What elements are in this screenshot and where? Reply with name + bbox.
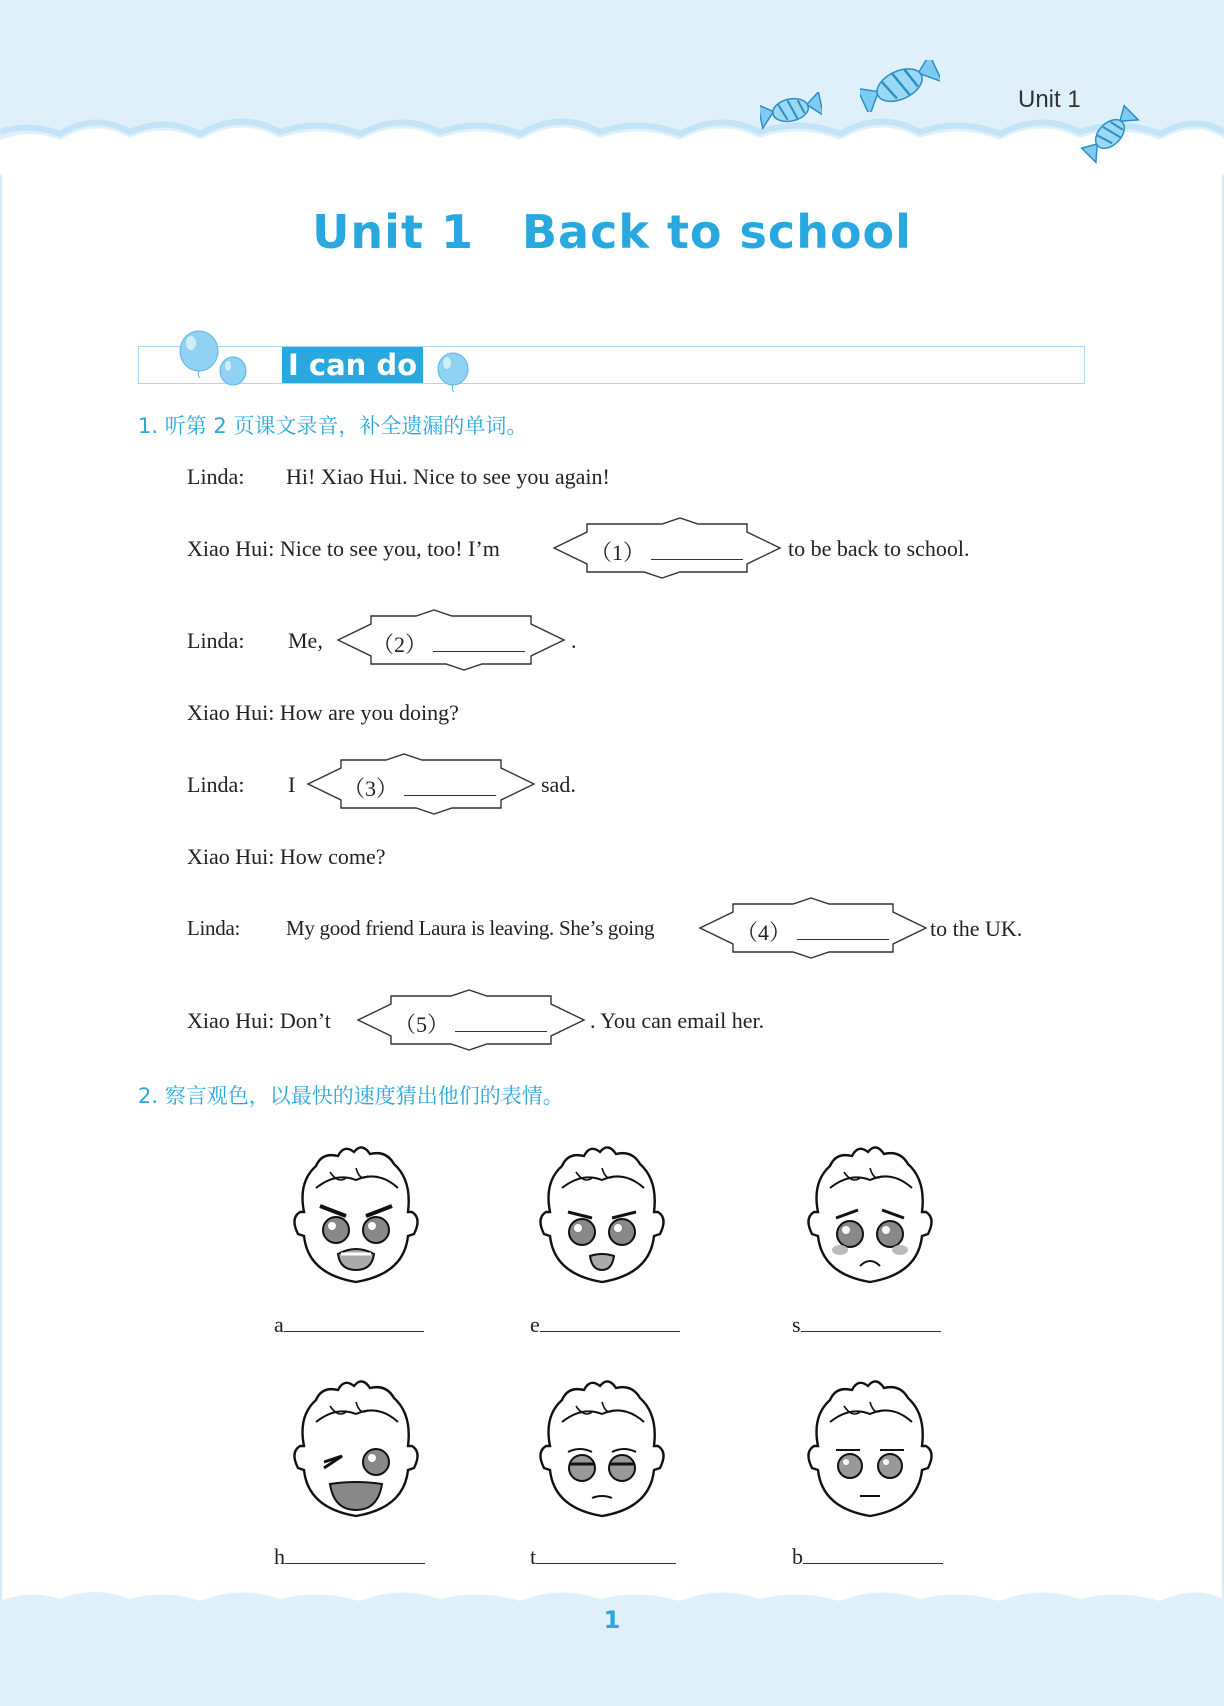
title-name: Back to school — [521, 205, 912, 259]
page-number: 1 — [603, 1606, 621, 1634]
dialogue-line-6 — [187, 844, 386, 870]
balloon-icon — [218, 356, 248, 390]
blank-number: （1） — [590, 540, 646, 565]
speaker-label: Xiao Hui: — [187, 1008, 275, 1033]
dialogue-after-2: . — [571, 628, 577, 653]
face-illustration-angry — [286, 1142, 426, 1292]
balloon-icon — [436, 352, 470, 392]
question-1-heading: 1. 听第 2 页课文录音，补全遗漏的单词。 — [138, 414, 528, 438]
speaker-label: Xiao Hui: — [187, 536, 275, 561]
dialogue-line-3 — [187, 628, 323, 654]
dialogue-after-1: to be back to school. — [788, 536, 970, 561]
dialogue-text: Hi! Xiao Hui. Nice to see you again! — [286, 464, 610, 489]
speaker-label: Linda: — [187, 464, 245, 489]
dialogue-text: Don’t — [279, 1008, 331, 1033]
section-tag-i-can-do: I can do — [282, 347, 423, 383]
section-header-box — [138, 346, 1085, 384]
blank-line — [536, 1562, 676, 1564]
speaker-label: Linda: — [187, 916, 241, 940]
face-answer-e[interactable] — [530, 1312, 680, 1338]
face-illustration-tired — [532, 1376, 672, 1526]
face-answer-b[interactable] — [792, 1544, 943, 1570]
answer-blank-4[interactable] — [736, 916, 889, 947]
dialogue-text: Me, — [288, 628, 323, 653]
face-letter: t — [530, 1544, 537, 1569]
running-header-unit: Unit 1 — [1018, 86, 1081, 113]
face-letter: b — [792, 1544, 803, 1569]
blank-line — [433, 650, 525, 652]
speaker-label: Xiao Hui: — [187, 700, 275, 725]
answer-blank-5[interactable] — [394, 1008, 547, 1039]
face-illustration-excited — [532, 1142, 672, 1292]
candy-icon — [1080, 104, 1140, 164]
face-answer-a[interactable] — [274, 1312, 424, 1338]
dialogue-text: How come? — [279, 844, 386, 869]
face-letter: e — [530, 1312, 540, 1337]
blank-line — [803, 1562, 943, 1564]
blank-number: （2） — [372, 632, 428, 657]
blank-line — [540, 1330, 680, 1332]
answer-blank-2[interactable] — [372, 628, 525, 659]
blank-line — [651, 558, 743, 560]
blank-number: （5） — [394, 1012, 450, 1037]
face-answer-s[interactable] — [792, 1312, 941, 1338]
dialogue-line-7 — [187, 916, 654, 941]
speaker-label: Xiao Hui: — [187, 844, 275, 869]
blank-line — [455, 1030, 547, 1032]
blank-number: （4） — [736, 920, 792, 945]
speaker-label: Linda: — [187, 628, 245, 653]
question-2-heading: 2. 察言观色，以最快的速度猜出他们的表情。 — [138, 1084, 564, 1108]
face-letter: a — [274, 1312, 284, 1337]
dialogue-text: How are you doing? — [279, 700, 459, 725]
blank-line — [797, 938, 889, 940]
dialogue-text: My good friend Laura is leaving. She’s going — [286, 916, 655, 940]
blank-line — [284, 1330, 424, 1332]
dialogue-after-3: sad. — [541, 772, 576, 797]
dialogue-after-5: . You can email her. — [590, 1008, 765, 1033]
dialogue-text: Nice to see you, too! I’m — [279, 536, 500, 561]
face-illustration-bored — [800, 1376, 940, 1526]
balloon-icon — [178, 330, 220, 378]
speaker-label: Linda: — [187, 772, 245, 797]
dialogue-after-4: to the UK. — [930, 916, 1023, 941]
answer-blank-3[interactable] — [343, 772, 496, 803]
candy-icon — [760, 92, 822, 132]
dialogue-line-1 — [187, 464, 610, 490]
blank-line — [801, 1330, 941, 1332]
face-letter: h — [274, 1544, 285, 1569]
face-answer-t[interactable] — [530, 1544, 676, 1570]
face-letter: s — [792, 1312, 801, 1337]
face-answer-h[interactable] — [274, 1544, 425, 1570]
answer-blank-1[interactable] — [590, 536, 743, 567]
blank-number: （3） — [343, 776, 399, 801]
dialogue-line-5 — [187, 772, 295, 798]
dialogue-line-8 — [187, 1008, 331, 1034]
face-illustration-happy — [286, 1376, 426, 1526]
dialogue-line-4 — [187, 700, 459, 726]
candy-icon — [860, 60, 940, 112]
blank-line — [404, 794, 496, 796]
dialogue-text: I — [288, 772, 296, 797]
dialogue-line-2 — [187, 536, 500, 562]
page-title — [0, 205, 1224, 259]
blank-line — [285, 1562, 425, 1564]
bottom-cloud-band — [0, 1585, 1224, 1706]
title-unit: Unit 1 — [312, 205, 474, 259]
face-illustration-sad — [800, 1142, 940, 1292]
